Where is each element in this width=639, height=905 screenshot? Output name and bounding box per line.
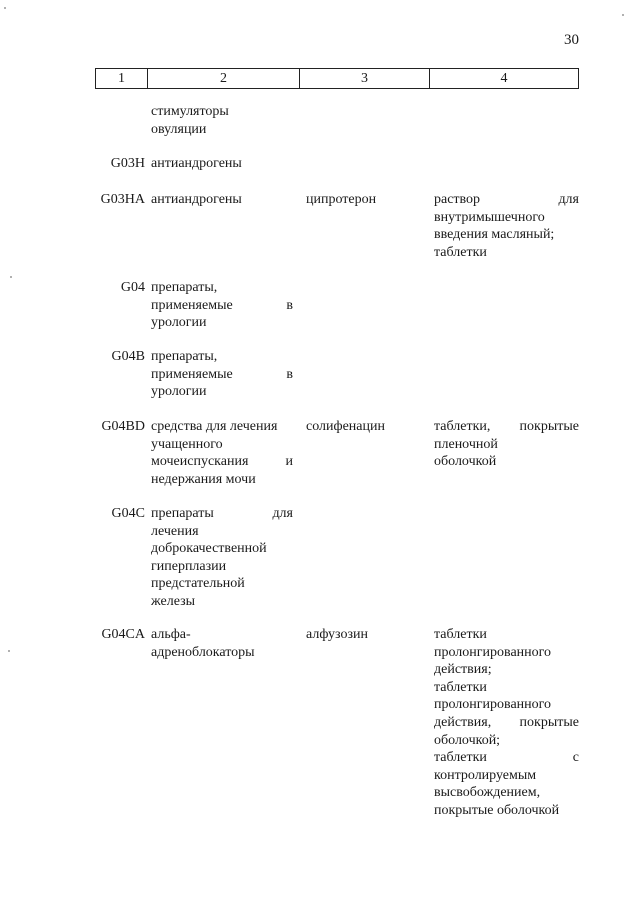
drug-line: солифенацин: [306, 419, 385, 434]
form-line: пленочной: [434, 436, 498, 452]
word: в: [286, 366, 293, 382]
word: препараты: [151, 506, 214, 521]
word: покрытые: [519, 714, 579, 730]
cell-code: G04BD: [101, 419, 145, 434]
form-line: пролонгированного: [434, 697, 552, 713]
page-number: 30: [564, 32, 579, 48]
cell-form: [434, 418, 579, 471]
name-line: доброкачественной: [151, 541, 267, 557]
cell-code: G04CA: [101, 627, 145, 642]
cell-drug: [306, 626, 421, 644]
form-line: [434, 749, 579, 767]
form-line: [434, 714, 579, 732]
name-line-justified: [151, 297, 293, 315]
form-line: пролонгированного: [434, 644, 552, 660]
form-line: оболочкой;: [434, 732, 501, 748]
name-line: адреноблокаторы: [151, 644, 255, 660]
name-line: препараты,: [151, 280, 218, 295]
name-line-justified: [151, 505, 293, 523]
form-line-justified: [434, 191, 579, 209]
scan-speck: [4, 7, 6, 9]
cell-form: [434, 191, 579, 261]
name-line: железы: [151, 593, 196, 609]
cell-code: G03HA: [100, 192, 145, 207]
word: и: [285, 454, 293, 470]
word: применяемые: [151, 366, 233, 382]
name-line: недержания мочи: [151, 471, 256, 487]
cell-form: [434, 626, 579, 820]
form-line: внутримышечного: [434, 209, 545, 225]
word: применяемые: [151, 297, 233, 313]
word: с: [572, 750, 579, 766]
cell-name: [151, 155, 293, 173]
form-line: таблетки: [434, 244, 487, 260]
form-line: введения масляный;: [434, 227, 555, 243]
form-line: таблетки: [434, 627, 487, 642]
name-line-justified: [151, 366, 293, 384]
word: мочеиспускания: [151, 454, 249, 470]
header-col-4: 4: [429, 69, 579, 88]
form-line: оболочкой: [434, 454, 497, 470]
word: покрытые: [519, 419, 579, 434]
name-line: лечения: [151, 523, 199, 539]
table-header: [95, 68, 579, 89]
name-line: средства для лечения: [151, 419, 278, 434]
name-line: учащенного: [151, 436, 223, 452]
word: в: [286, 297, 293, 313]
cell-drug: [306, 191, 421, 209]
form-line-justified: [434, 749, 579, 767]
header-col-3: 3: [299, 69, 429, 88]
word: таблетки: [434, 750, 487, 766]
cell-name: [151, 505, 293, 611]
form-line: покрытые оболочкой: [434, 802, 560, 818]
cell-code: G04: [120, 280, 145, 295]
form-line: действия;: [434, 662, 492, 678]
name-line: [151, 505, 293, 523]
form-line-justified: [434, 418, 579, 436]
form-line: таблетки: [434, 679, 487, 695]
cell-drug: [306, 418, 421, 436]
header-col-2: 2: [147, 69, 299, 88]
cell-code: G04C: [111, 506, 145, 521]
cell-name: [151, 279, 293, 332]
drug-line: ципротерон: [306, 192, 377, 207]
cell-code: G03H: [110, 156, 145, 171]
name-line: препараты,: [151, 349, 218, 364]
name-line: гиперплазии: [151, 558, 227, 574]
name-line: предстательной: [151, 576, 245, 592]
drug-line: алфузозин: [306, 627, 369, 642]
form-line: высвобождением,: [434, 785, 541, 801]
name-line-justified: [151, 453, 293, 471]
name-line: урологии: [151, 384, 207, 400]
cell-name: [151, 103, 293, 138]
scan-speck: [10, 276, 12, 278]
word: для: [558, 192, 579, 207]
cell-name: [151, 191, 293, 209]
name-line: [151, 366, 293, 384]
form-line: контролируемым: [434, 767, 537, 783]
cell-code: G04B: [111, 349, 145, 364]
form-line: [434, 191, 579, 209]
cell-name: [151, 626, 293, 661]
cell-name: [151, 418, 293, 488]
scan-speck: [8, 650, 10, 652]
name-line: альфа-: [151, 627, 191, 642]
word: раствор: [434, 192, 481, 207]
name-line: [151, 453, 293, 471]
name-line: антиандрогены: [151, 192, 242, 207]
name-line: [151, 297, 293, 315]
form-line: [434, 418, 579, 436]
name-line: овуляции: [151, 121, 207, 137]
word: действия,: [434, 714, 492, 730]
scan-speck: [622, 14, 624, 16]
form-line-justified: [434, 714, 579, 732]
cell-name: [151, 348, 293, 401]
word: таблетки,: [434, 419, 491, 434]
header-col-1: 1: [95, 69, 147, 88]
name-line: антиандрогены: [151, 156, 242, 171]
name-line: урологии: [151, 315, 207, 331]
word: для: [272, 506, 293, 521]
name-line: стимуляторы: [151, 104, 229, 119]
